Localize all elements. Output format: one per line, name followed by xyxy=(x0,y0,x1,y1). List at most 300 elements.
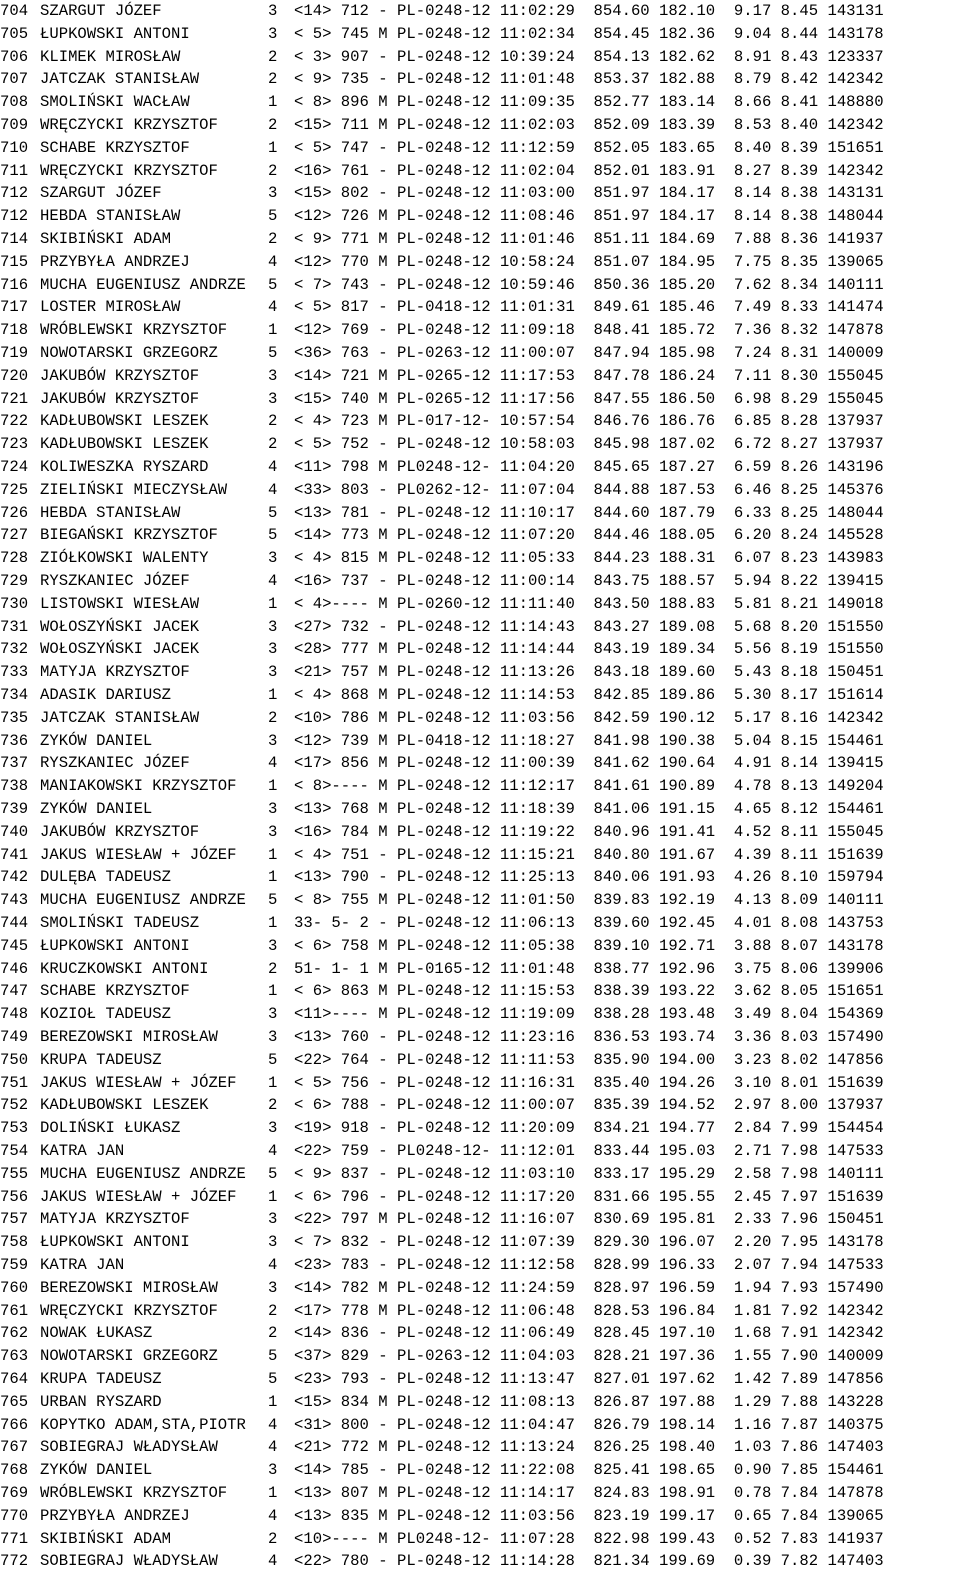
result-row xyxy=(0,1322,960,1345)
ring-info: <12> 770 M xyxy=(294,252,388,271)
fancier-name: KOZIOŁ TADEUSZ xyxy=(40,1005,172,1024)
result-details: PL-0248-12 11:01:48 853.37 182.88 8.79 8.42 142342 xyxy=(397,70,884,89)
entry-count: 1 xyxy=(268,777,278,796)
result-row xyxy=(0,1459,960,1482)
result-row xyxy=(0,752,960,775)
result-details: PL-0248-12 11:19:22 840.96 191.41 4.52 8.11 155045 xyxy=(397,822,884,841)
position-number: 750 xyxy=(0,1050,29,1069)
result-row xyxy=(0,1072,960,1095)
result-row xyxy=(0,1550,960,1573)
position-number: 767 xyxy=(0,1438,29,1457)
result-row xyxy=(0,1231,960,1254)
fancier-name: SKIBIŃSKI ADAM xyxy=(40,1529,172,1548)
result-row xyxy=(0,1345,960,1368)
result-row xyxy=(0,0,960,23)
fancier-name: MUCHA EUGENIUSZ ANDRZE xyxy=(40,1164,246,1183)
position-number: 732 xyxy=(0,640,29,659)
fancier-name: KADŁUBOWSKI LESZEK xyxy=(40,1096,209,1115)
result-row xyxy=(0,388,960,411)
position-number: 736 xyxy=(0,731,29,750)
entry-count: 1 xyxy=(268,1187,278,1206)
entry-count: 3 xyxy=(268,936,278,955)
position-number: 714 xyxy=(0,230,29,248)
position-number: 722 xyxy=(0,412,29,431)
ring-info: < 5> 747 - xyxy=(294,138,388,157)
ring-info: <10>---- M xyxy=(294,1529,388,1548)
result-details: PL-0248-12 11:03:10 833.17 195.29 2.58 7.98 140111 xyxy=(397,1164,884,1183)
entry-count: 4 xyxy=(268,754,278,773)
position-number: 728 xyxy=(0,549,29,568)
position-number: 704 xyxy=(0,2,29,20)
result-details: PL-0248-12 11:16:31 835.40 194.26 3.10 8.01 151639 xyxy=(397,1073,884,1092)
result-details: PL-0248-12 11:07:20 844.46 188.05 6.20 8.24 145528 xyxy=(397,526,884,545)
entry-count: 3 xyxy=(268,24,278,43)
entry-count: 5 xyxy=(268,1347,278,1366)
result-details: PL-0248-12 11:02:29 854.60 182.10 9.17 8.45 143131 xyxy=(397,2,884,20)
fancier-name: JAKUBÓW KRZYSZTOF xyxy=(40,822,200,841)
entry-count: 4 xyxy=(268,1256,278,1274)
result-row xyxy=(0,912,960,935)
entry-count: 3 xyxy=(268,1233,278,1252)
result-details: PL-0248-12 11:13:24 826.25 198.40 1.03 7.86 147403 xyxy=(397,1438,884,1457)
result-row xyxy=(0,798,960,821)
entry-count: 5 xyxy=(268,344,278,362)
position-number: 746 xyxy=(0,959,29,978)
fancier-name: MUCHA EUGENIUSZ ANDRZE xyxy=(40,275,246,294)
fancier-name: NOWAK ŁUKASZ xyxy=(40,1324,153,1343)
result-row xyxy=(0,1436,960,1459)
result-details: PL-0248-12 11:24:59 828.97 196.59 1.94 7.93 157490 xyxy=(397,1278,884,1297)
result-row xyxy=(0,1163,960,1186)
entry-count: 1 xyxy=(268,1392,278,1411)
fancier-name: KRUPA TADEUSZ xyxy=(40,1370,162,1388)
ring-info: <14> 721 M xyxy=(294,366,388,385)
result-details: PL-0418-12 11:18:27 841.98 190.38 5.04 8.15 154461 xyxy=(397,731,884,750)
position-number: 768 xyxy=(0,1461,29,1480)
entry-count: 1 xyxy=(268,1073,278,1092)
entry-count: 3 xyxy=(268,731,278,750)
position-number: 708 xyxy=(0,93,29,112)
position-number: 759 xyxy=(0,1256,29,1274)
ring-info: <11>---- M xyxy=(294,1005,388,1024)
result-details: PL-0248-12 11:17:20 831.66 195.55 2.45 7.97 151639 xyxy=(397,1187,884,1206)
fancier-name: JAKUBÓW KRZYSZTOF xyxy=(40,389,200,408)
result-details: PL-0248-12 11:14:28 821.34 199.69 0.39 7.82 147403 xyxy=(397,1552,884,1571)
position-number: 747 xyxy=(0,982,29,1001)
ring-info: 51- 1- 1 M xyxy=(294,959,388,978)
result-details: PL-0248-12 11:12:17 841.61 190.89 4.78 8.13 149204 xyxy=(397,777,884,796)
position-number: 769 xyxy=(0,1484,29,1502)
result-row xyxy=(0,433,960,456)
position-number: 705 xyxy=(0,24,29,43)
ring-info: <33> 803 - xyxy=(294,480,388,499)
position-number: 727 xyxy=(0,526,29,545)
fancier-name: WRĘCZYCKI KRZYSZTOF xyxy=(40,116,218,134)
result-details: PL-0248-12 11:00:14 843.75 188.57 5.94 8.22 139415 xyxy=(397,572,884,590)
fancier-name: ŁUPKOWSKI ANTONI xyxy=(40,1233,190,1252)
result-details: PL-0248-12 11:05:33 844.23 188.31 6.07 8.23 143983 xyxy=(397,549,884,568)
ring-info: < 3> 907 - xyxy=(294,47,388,66)
result-row xyxy=(0,410,960,433)
result-row xyxy=(0,1049,960,1072)
entry-count: 2 xyxy=(268,1324,278,1343)
ring-info: <14> 836 - xyxy=(294,1324,388,1343)
position-number: 765 xyxy=(0,1392,29,1411)
result-details: PL-0248-12 11:00:39 841.62 190.64 4.91 8.14 139415 xyxy=(397,754,884,773)
ring-info: < 4>---- M xyxy=(294,594,388,613)
ring-info: < 9> 735 - xyxy=(294,70,388,89)
ring-info: <14> 773 M xyxy=(294,526,388,545)
result-row xyxy=(0,502,960,525)
entry-count: 5 xyxy=(268,275,278,294)
result-row xyxy=(0,730,960,753)
entry-count: 3 xyxy=(268,1028,278,1046)
position-number: 715 xyxy=(0,252,29,271)
position-number: 756 xyxy=(0,1187,29,1206)
position-number: 761 xyxy=(0,1301,29,1320)
entry-count: 1 xyxy=(268,914,278,932)
result-row xyxy=(0,1528,960,1551)
result-details: PL-0260-12 11:11:40 843.50 188.83 5.81 8.21 149018 xyxy=(397,594,884,613)
ring-info: <27> 732 - xyxy=(294,617,388,636)
result-row xyxy=(0,365,960,388)
result-details: PL0248-12- 11:12:01 833.44 195.03 2.71 7.98 147533 xyxy=(397,1142,884,1160)
entry-count: 1 xyxy=(268,138,278,157)
fancier-name: BEREZOWSKI MIROSŁAW xyxy=(40,1028,218,1046)
position-number: 725 xyxy=(0,480,29,499)
ring-info: 33- 5- 2 - xyxy=(294,914,388,932)
result-row xyxy=(0,684,960,707)
result-details: PL-0248-12 11:22:08 825.41 198.65 0.90 7.85 154461 xyxy=(397,1461,884,1480)
fancier-name: RYSZKANIEC JÓZEF xyxy=(40,754,190,773)
entry-count: 3 xyxy=(268,640,278,659)
ring-info: <17> 778 M xyxy=(294,1301,388,1320)
entry-count: 4 xyxy=(268,298,278,317)
fancier-name: ŁUPKOWSKI ANTONI xyxy=(40,936,190,955)
fancier-name: KADŁUBOWSKI LESZEK xyxy=(40,412,209,431)
fancier-name: KOPYTKO ADAM,STA,PIOTR xyxy=(40,1415,246,1434)
entry-count: 2 xyxy=(268,1096,278,1115)
result-row xyxy=(0,46,960,69)
ring-info: <13> 807 M xyxy=(294,1484,388,1502)
position-number: 710 xyxy=(0,138,29,157)
result-details: PL-0248-12 11:15:21 840.80 191.67 4.39 8.11 151639 xyxy=(397,845,884,864)
ring-info: < 9> 837 - xyxy=(294,1164,388,1183)
position-number: 763 xyxy=(0,1347,29,1366)
fancier-name: RYSZKANIEC JÓZEF xyxy=(40,572,190,590)
position-number: 709 xyxy=(0,116,29,134)
ring-info: < 4> 723 M xyxy=(294,412,388,431)
result-details: PL-017-12- 10:57:54 846.76 186.76 6.85 8.28 137937 xyxy=(397,412,884,431)
result-row xyxy=(0,1300,960,1323)
result-details: PL-0248-12 11:13:26 843.18 189.60 5.43 8.18 150451 xyxy=(397,663,884,682)
fancier-name: MATYJA KRZYSZTOF xyxy=(40,1210,190,1229)
fancier-name: ADASIK DARIUSZ xyxy=(40,686,172,704)
position-number: 718 xyxy=(0,321,29,340)
ring-info: <13> 781 - xyxy=(294,503,388,522)
fancier-name: ŁUPKOWSKI ANTONI xyxy=(40,24,190,43)
entry-count: 4 xyxy=(268,458,278,476)
ring-info: <31> 800 - xyxy=(294,1415,388,1434)
result-row xyxy=(0,1186,960,1209)
position-number: 707 xyxy=(0,70,29,89)
position-number: 753 xyxy=(0,1119,29,1138)
entry-count: 2 xyxy=(268,412,278,431)
ring-info: < 5> 756 - xyxy=(294,1073,388,1092)
result-details: PL-0165-12 11:01:48 838.77 192.96 3.75 8.06 139906 xyxy=(397,959,884,978)
result-details: PL-0248-12 11:14:44 843.19 189.34 5.56 8.19 151550 xyxy=(397,640,884,659)
result-details: PL-0248-12 11:12:59 852.05 183.65 8.40 8.39 151651 xyxy=(397,138,884,157)
result-row xyxy=(0,889,960,912)
result-details: PL-0248-12 11:23:16 836.53 193.74 3.36 8.03 157490 xyxy=(397,1028,884,1046)
result-row xyxy=(0,958,960,981)
ring-info: <14> 785 - xyxy=(294,1461,388,1480)
ring-info: <12> 726 M xyxy=(294,207,388,226)
ring-info: <16> 784 M xyxy=(294,822,388,841)
result-details: PL-0248-12 11:07:39 829.30 196.07 2.20 7.95 143178 xyxy=(397,1233,884,1252)
fancier-name: SOBIEGRAJ WŁADYSŁAW xyxy=(40,1438,218,1457)
result-row xyxy=(0,1368,960,1391)
entry-count: 3 xyxy=(268,184,278,203)
ring-info: <37> 829 - xyxy=(294,1347,388,1366)
result-details: PL-0248-12 11:02:34 854.45 182.36 9.04 8.44 143178 xyxy=(397,24,884,43)
ring-info: < 6> 758 M xyxy=(294,936,388,955)
result-row xyxy=(0,1026,960,1049)
ring-info: < 8>---- M xyxy=(294,777,388,796)
ring-info: <17> 856 M xyxy=(294,754,388,773)
result-row xyxy=(0,980,960,1003)
entry-count: 2 xyxy=(268,161,278,180)
result-row xyxy=(0,547,960,570)
ring-info: <13> 760 - xyxy=(294,1028,388,1046)
ring-info: <14> 712 - xyxy=(294,2,388,20)
position-number: 749 xyxy=(0,1028,29,1046)
position-number: 771 xyxy=(0,1529,29,1548)
result-row xyxy=(0,1254,960,1277)
result-row xyxy=(0,616,960,639)
position-number: 706 xyxy=(0,47,29,66)
result-details: PL0262-12- 11:07:04 844.88 187.53 6.46 8.25 145376 xyxy=(397,480,884,499)
entry-count: 4 xyxy=(268,1142,278,1160)
fancier-name: PRZYBYŁA ANDRZEJ xyxy=(40,1506,190,1525)
position-number: 731 xyxy=(0,617,29,636)
result-details: PL-0263-12 11:00:07 847.94 185.98 7.24 8.31 140009 xyxy=(397,344,884,362)
fancier-name: LISTOWSKI WIESŁAW xyxy=(40,594,200,613)
fancier-name: KLIMEK MIROSŁAW xyxy=(40,47,181,66)
position-number: 729 xyxy=(0,572,29,590)
result-details: PL-0248-12 11:09:18 848.41 185.72 7.36 8.32 147878 xyxy=(397,321,884,340)
position-number: 735 xyxy=(0,708,29,727)
position-number: 712 xyxy=(0,207,29,226)
position-number: 711 xyxy=(0,161,29,180)
position-number: 743 xyxy=(0,891,29,910)
result-details: PL-0248-12 11:03:00 851.97 184.17 8.14 8.38 143131 xyxy=(397,184,884,203)
result-details: PL-0248-12 10:58:24 851.07 184.95 7.75 8.35 139065 xyxy=(397,252,884,271)
position-number: 739 xyxy=(0,800,29,818)
position-number: 755 xyxy=(0,1164,29,1183)
fancier-name: HEBDA STANISŁAW xyxy=(40,503,181,522)
result-details: PL-0418-12 11:01:31 849.61 185.46 7.49 8.33 141474 xyxy=(397,298,884,317)
position-number: 721 xyxy=(0,389,29,408)
result-row xyxy=(0,866,960,889)
result-row xyxy=(0,23,960,46)
position-number: 766 xyxy=(0,1415,29,1434)
entry-count: 1 xyxy=(268,982,278,1001)
result-details: PL-0248-12 11:01:46 851.11 184.69 7.88 8.36 141937 xyxy=(397,230,884,248)
ring-info: < 6> 863 M xyxy=(294,982,388,1001)
entry-count: 3 xyxy=(268,549,278,568)
fancier-name: WOŁOSZYŃSKI JACEK xyxy=(40,617,200,636)
result-row xyxy=(0,160,960,183)
fancier-name: SMOLIŃSKI TADEUSZ xyxy=(40,914,200,932)
ring-info: <16> 761 - xyxy=(294,161,388,180)
ring-info: <14> 782 M xyxy=(294,1278,388,1297)
entry-count: 2 xyxy=(268,1301,278,1320)
fancier-name: SKIBIŃSKI ADAM xyxy=(40,230,172,248)
result-details: PL-0248-12 11:06:49 828.45 197.10 1.68 7.91 142342 xyxy=(397,1324,884,1343)
entry-count: 3 xyxy=(268,2,278,20)
fancier-name: SMOLIŃSKI WACŁAW xyxy=(40,93,190,112)
result-row xyxy=(0,935,960,958)
entry-count: 5 xyxy=(268,526,278,545)
entry-count: 4 xyxy=(268,572,278,590)
position-number: 724 xyxy=(0,458,29,476)
entry-count: 1 xyxy=(268,93,278,112)
result-details: PL-0248-12 11:14:43 843.27 189.08 5.68 8.20 151550 xyxy=(397,617,884,636)
result-details: PL-0248-12 10:59:46 850.36 185.20 7.62 8.34 140111 xyxy=(397,275,884,294)
entry-count: 5 xyxy=(268,1164,278,1183)
position-number: 757 xyxy=(0,1210,29,1229)
ring-info: <10> 786 M xyxy=(294,708,388,727)
entry-count: 1 xyxy=(268,321,278,340)
result-details: PL-0248-12 11:14:17 824.83 198.91 0.78 7.84 147878 xyxy=(397,1484,884,1502)
ring-info: < 5> 752 - xyxy=(294,435,388,454)
result-details: PL-0248-12 10:58:03 845.98 187.02 6.72 8.27 137937 xyxy=(397,435,884,454)
position-number: 730 xyxy=(0,594,29,613)
result-row xyxy=(0,1277,960,1300)
ring-info: <13> 835 M xyxy=(294,1506,388,1525)
result-details: PL-0265-12 11:17:56 847.55 186.50 6.98 8.29 155045 xyxy=(397,389,884,408)
result-row xyxy=(0,1391,960,1414)
position-number: 719 xyxy=(0,344,29,362)
result-row xyxy=(0,1208,960,1231)
position-number: 758 xyxy=(0,1233,29,1252)
position-number: 754 xyxy=(0,1142,29,1160)
result-details: PL-0248-12 11:12:58 828.99 196.33 2.07 7.94 147533 xyxy=(397,1256,884,1274)
result-row xyxy=(0,182,960,205)
result-details: PL0248-12- 11:07:28 822.98 199.43 0.52 7.83 141937 xyxy=(397,1529,884,1548)
result-details: PL-0248-12 11:13:47 827.01 197.62 1.42 7.89 147856 xyxy=(397,1370,884,1388)
entry-count: 5 xyxy=(268,1370,278,1388)
result-details: PL-0248-12 11:19:09 838.28 193.48 3.49 8.04 154369 xyxy=(397,1005,884,1024)
result-row xyxy=(0,205,960,228)
position-number: 741 xyxy=(0,845,29,864)
result-details: PL-0248-12 11:10:17 844.60 187.79 6.33 8.25 148044 xyxy=(397,503,884,522)
entry-count: 3 xyxy=(268,1210,278,1229)
position-number: 772 xyxy=(0,1552,29,1571)
entry-count: 3 xyxy=(268,1005,278,1024)
entry-count: 1 xyxy=(268,845,278,864)
position-number: 720 xyxy=(0,366,29,385)
entry-count: 1 xyxy=(268,594,278,613)
ring-info: <15> 711 M xyxy=(294,116,388,134)
result-details: PL-0248-12 10:39:24 854.13 182.62 8.91 8.43 123337 xyxy=(397,47,884,66)
result-details: PL-0248-12 11:03:56 842.59 190.12 5.17 8.16 142342 xyxy=(397,708,884,727)
result-row xyxy=(0,821,960,844)
ring-info: <36> 763 - xyxy=(294,344,388,362)
entry-count: 2 xyxy=(268,70,278,89)
position-number: 733 xyxy=(0,663,29,682)
result-details: PL-0248-12 11:18:39 841.06 191.15 4.65 8.12 154461 xyxy=(397,800,884,818)
entry-count: 3 xyxy=(268,822,278,841)
fancier-name: MUCHA EUGENIUSZ ANDRZE xyxy=(40,891,246,910)
fancier-name: JAKUBÓW KRZYSZTOF xyxy=(40,366,200,385)
fancier-name: HEBDA STANISŁAW xyxy=(40,207,181,226)
result-details: PL-0248-12 11:06:13 839.60 192.45 4.01 8.08 143753 xyxy=(397,914,884,932)
ring-info: < 8> 896 M xyxy=(294,93,388,112)
fancier-name: JAKUS WIESŁAW + JÓZEF xyxy=(40,1073,237,1092)
position-number: 744 xyxy=(0,914,29,932)
result-row xyxy=(0,1117,960,1140)
entry-count: 5 xyxy=(268,207,278,226)
entry-count: 3 xyxy=(268,800,278,818)
fancier-name: WRÓBLEWSKI KRZYSZTOF xyxy=(40,1484,228,1502)
result-details: PL-0248-12 11:02:04 852.01 183.91 8.27 8.39 142342 xyxy=(397,161,884,180)
fancier-name: WRÓBLEWSKI KRZYSZTOF xyxy=(40,321,228,340)
ring-info: < 6> 796 - xyxy=(294,1187,388,1206)
ring-info: <11> 798 M xyxy=(294,458,388,476)
entry-count: 2 xyxy=(268,1529,278,1548)
ring-info: <22> 764 - xyxy=(294,1050,388,1069)
fancier-name: KATRA JAN xyxy=(40,1142,125,1160)
position-number: 726 xyxy=(0,503,29,522)
ring-info: <22> 797 M xyxy=(294,1210,388,1229)
entry-count: 3 xyxy=(268,1461,278,1480)
result-details: PL-0248-12 11:15:53 838.39 193.22 3.62 8.05 151651 xyxy=(397,982,884,1001)
result-details: PL-0263-12 11:04:03 828.21 197.36 1.55 7.90 140009 xyxy=(397,1347,884,1366)
result-row xyxy=(0,638,960,661)
result-row xyxy=(0,68,960,91)
position-number: 762 xyxy=(0,1324,29,1343)
result-details: PL-0248-12 11:00:07 835.39 194.52 2.97 8.00 137937 xyxy=(397,1096,884,1115)
fancier-name: JATCZAK STANISŁAW xyxy=(40,708,200,727)
entry-count: 4 xyxy=(268,1552,278,1571)
position-number: 712 xyxy=(0,184,29,203)
fancier-name: MANIAKOWSKI KRZYSZTOF xyxy=(40,777,237,796)
fancier-name: BEREZOWSKI MIROSŁAW xyxy=(40,1278,218,1297)
position-number: 723 xyxy=(0,435,29,454)
fancier-name: ZYKÓW DANIEL xyxy=(40,731,153,750)
result-details: PL-0248-12 11:05:38 839.10 192.71 3.88 8.07 143178 xyxy=(397,936,884,955)
fancier-name: PRZYBYŁA ANDRZEJ xyxy=(40,252,190,271)
entry-count: 2 xyxy=(268,47,278,66)
entry-count: 2 xyxy=(268,230,278,248)
result-details: PL-0248-12 11:14:53 842.85 189.86 5.30 8.17 151614 xyxy=(397,686,884,704)
position-number: 742 xyxy=(0,868,29,887)
result-details: PL-0248-12 11:08:13 826.87 197.88 1.29 7.88 143228 xyxy=(397,1392,884,1411)
result-details: PL-0248-12 11:11:53 835.90 194.00 3.23 8.02 147856 xyxy=(397,1050,884,1069)
fancier-name: WRĘCZYCKI KRZYSZTOF xyxy=(40,161,218,180)
entry-count: 4 xyxy=(268,1438,278,1457)
fancier-name: JAKUS WIESŁAW + JÓZEF xyxy=(40,845,237,864)
entry-count: 4 xyxy=(268,1415,278,1434)
fancier-name: SOBIEGRAJ WŁADYSŁAW xyxy=(40,1552,218,1571)
entry-count: 5 xyxy=(268,503,278,522)
result-row xyxy=(0,1505,960,1528)
ring-info: <15> 740 M xyxy=(294,389,388,408)
fancier-name: KATRA JAN xyxy=(40,1256,125,1274)
ring-info: < 7> 832 - xyxy=(294,1233,388,1252)
